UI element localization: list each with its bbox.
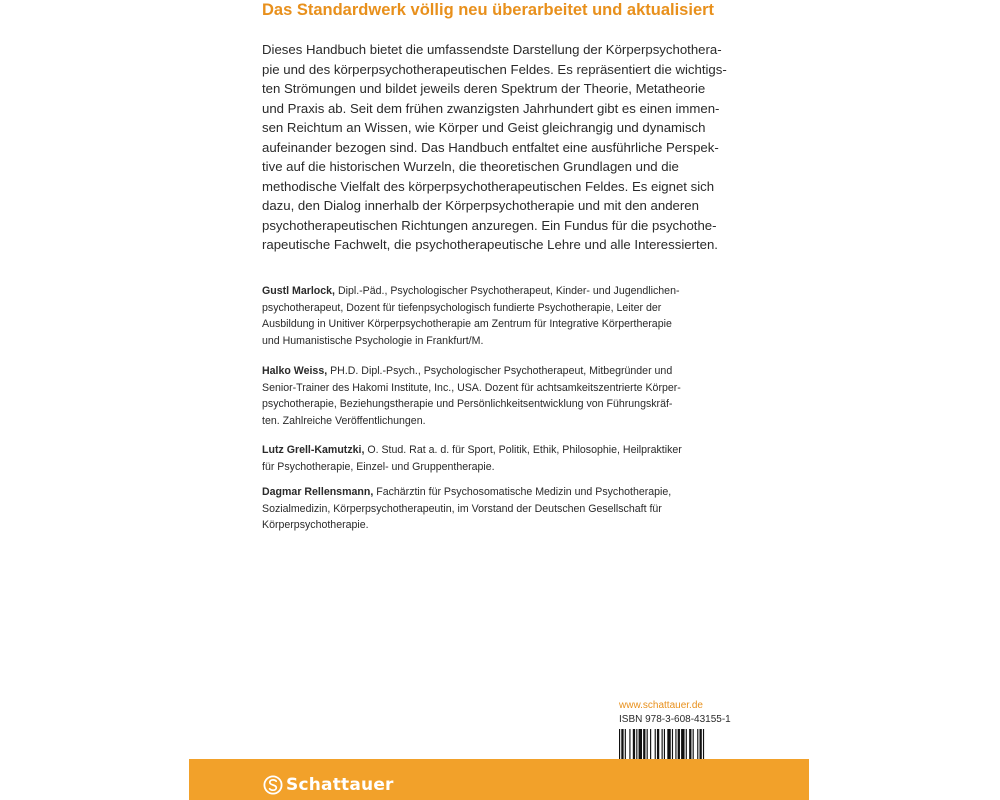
bio-line: Sozialmedizin, Körperpsychotherapeutin, im Vorstand der Deutschen Gesellschaft für: [262, 502, 662, 515]
bio-line: ten. Zahlreiche Veröffentlichungen.: [262, 414, 426, 427]
author-name: Lutz Grell-Kamutzki,: [262, 444, 365, 456]
bio-text: Dipl.-Päd., Psychologischer Psychotherapeut, Kinder- und Jugendlichen-: [335, 285, 680, 297]
author-name: Halko Weiss,: [262, 365, 328, 377]
intro-line: dazu, den Dialog innerhalb der Körperpsychotherapie und mit den anderen: [262, 198, 699, 213]
bio-line: [262, 283, 752, 300]
publisher-logo: [263, 772, 394, 798]
isbn-barcode-icon: [619, 729, 736, 759]
bio-text: PH.D. Dipl.-Psych., Psychologischer Psychotherapeut, Mitbegründer und: [327, 365, 673, 377]
bio-line: [262, 484, 752, 501]
bio-text: O. Stud. Rat a. d. für Sport, Politik, Ethik, Philosophie, Heilpraktiker: [364, 444, 682, 456]
intro-line: rapeutische Fachwelt, die psychotherapeutische Lehre und alle Interessierten.: [262, 237, 718, 252]
publisher-name: Schattauer: [286, 775, 394, 795]
intro-line: aufeinander bezogen sind. Das Handbuch entfaltet eine ausführliche Perspek-: [262, 139, 719, 155]
intro-paragraph: [262, 40, 752, 255]
headline: Das Standardwerk völlig neu überarbeitet und aktualisiert: [262, 1, 715, 19]
intro-line: Dieses Handbuch bietet die umfassendste Darstellung der Körperpsychothera-: [262, 42, 722, 57]
schattauer-s-logo-icon: [263, 775, 283, 795]
intro-line: ten Strömungen und bildet jeweils deren Spektrum der Theorie, Metatheorie: [262, 81, 706, 96]
bio-line: Ausbildung in Unitiver Körperpsychotherapie am Zentrum für Integrative Körpertherapie: [262, 318, 672, 331]
bio-line: [262, 363, 752, 380]
intro-line: und Praxis ab. Seit dem frühen zwanzigsten Jahrhundert gibt es einen immen-: [262, 100, 720, 116]
author-bio-rellensmann: [262, 484, 752, 534]
bio-line: Körperpsychotherapie.: [262, 519, 369, 532]
author-bio-weiss: [262, 363, 752, 429]
bio-line: Senior-Trainer des Hakomi Institute, Inc., USA. Dozent für achtsamkeitszentrierte Körper-: [262, 381, 681, 394]
author-bio-grell-kamutzki: [262, 442, 752, 475]
publisher-url[interactable]: www.schattauer.de: [619, 700, 703, 711]
author-bio-marlock: [262, 283, 752, 349]
intro-line: pie und des körperpsychotherapeutischen Feldes. Es repräsentiert die wichtigs-: [262, 61, 727, 77]
bio-line: psychotherapie, Beziehungstherapie und Persönlichkeitsentwicklung von Führungskräf-: [262, 398, 673, 411]
author-name: Gustl Marlock,: [262, 285, 335, 297]
isbn-number: ISBN 978-3-608-43155-1: [619, 714, 731, 725]
bio-line: [262, 442, 752, 459]
bio-line: für Psychotherapie, Einzel- und Gruppentherapie.: [262, 460, 495, 473]
bio-line: psychotherapeut, Dozent für tiefenpsychologisch fundierte Psychotherapie, Leiter der: [262, 301, 662, 314]
bio-line: und Humanistische Psychologie in Frankfurt/M.: [262, 334, 484, 347]
author-name: Dagmar Rellensmann,: [262, 486, 374, 498]
intro-line: psychotherapeutischen Richtungen anzuregen. Ein Fundus für die psychothe-: [262, 217, 717, 233]
intro-line: methodische Vielfalt des körperpsychotherapeutischen Feldes. Es eignet sich: [262, 178, 715, 194]
intro-line: sen Reichtum an Wissen, wie Körper und Geist gleichrangig und dynamisch: [262, 120, 706, 135]
bio-text: Fachärztin für Psychosomatische Medizin und Psychotherapie,: [373, 486, 672, 498]
intro-line: tive auf die historischen Wurzeln, die theoretischen Grundlagen und die: [262, 159, 679, 174]
